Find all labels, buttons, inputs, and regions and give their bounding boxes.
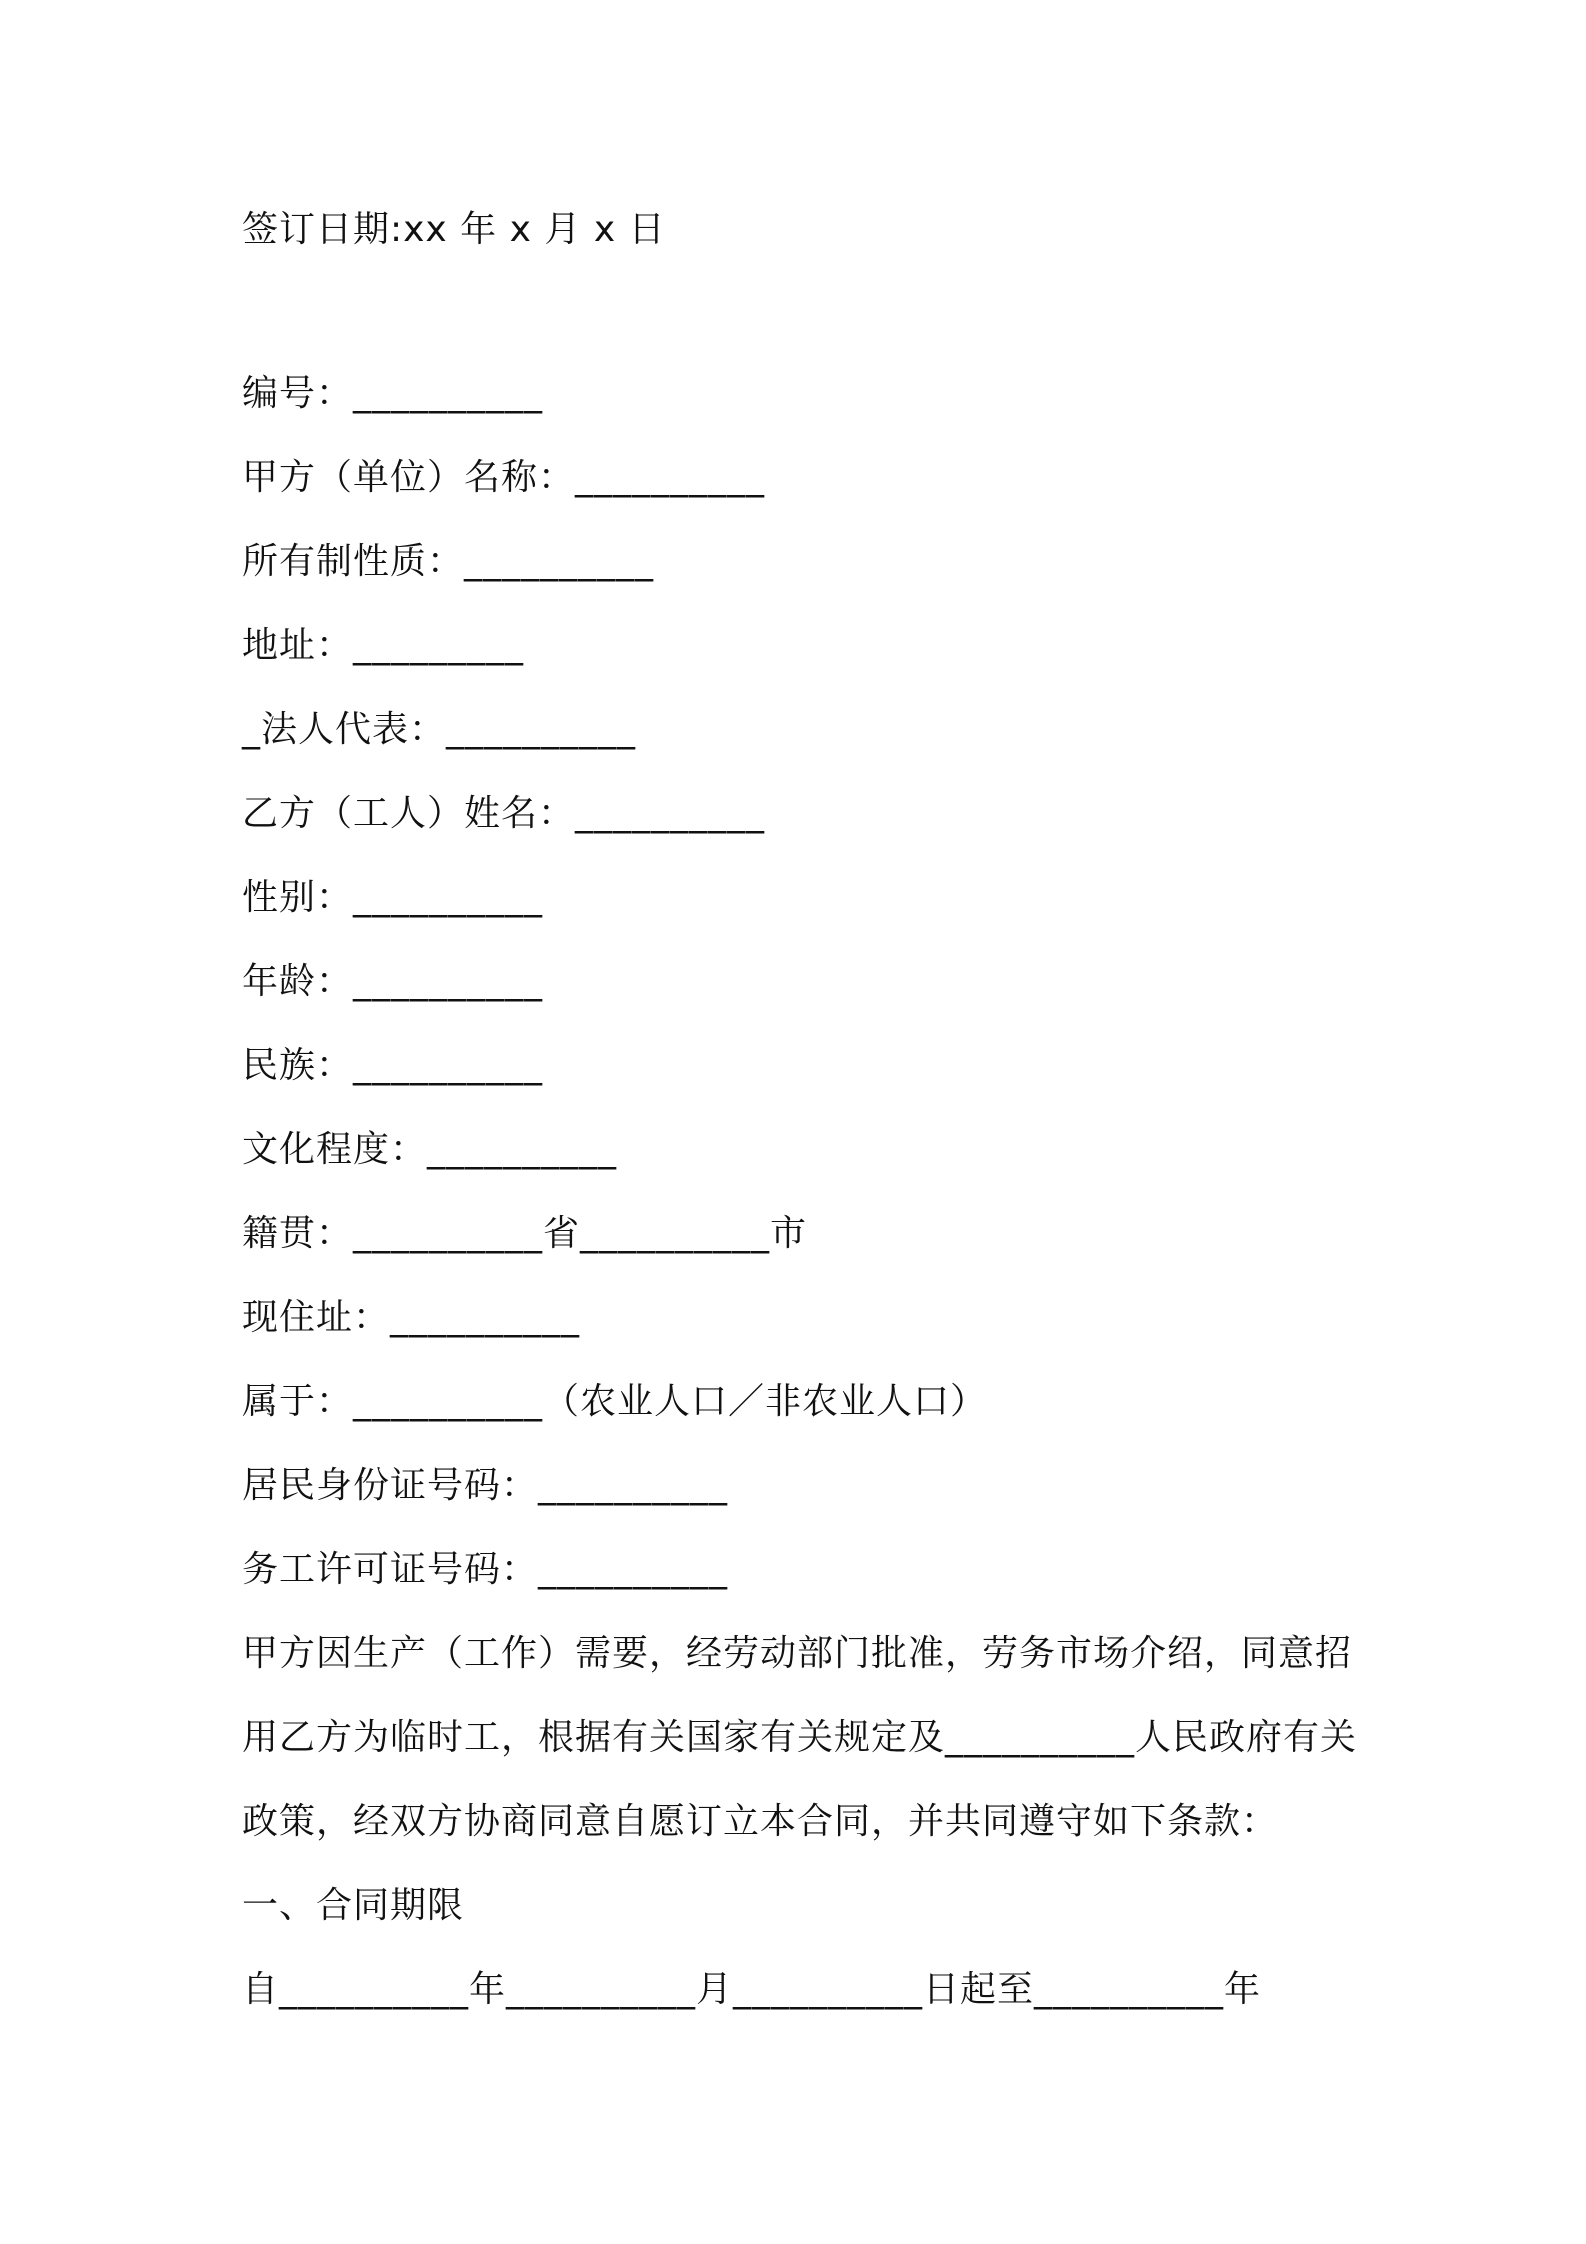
paragraph-line-1: 甲方因生产（工作）需要，经劳动部门批准，劳务市场介绍，同意招 — [242, 1633, 1353, 1674]
field-current-address: 现住址：__________ — [242, 1297, 581, 1338]
field-ownership-type: 所有制性质：__________ — [242, 541, 655, 582]
field-education: 文化程度：__________ — [242, 1129, 618, 1170]
paragraph-line-3: 政策，经双方协商同意自愿订立本合同，并共同遵守如下条款： — [242, 1801, 1279, 1842]
signing-date: 签订日期:xx 年 x 月 x 日 — [242, 209, 666, 250]
field-party-a-name: 甲方（单位）名称：__________ — [242, 457, 766, 498]
field-ethnicity: 民族：__________ — [242, 1045, 544, 1086]
field-household-type: 属于：__________（农业人口／非农业人口） — [242, 1381, 988, 1422]
paragraph-line-2: 用乙方为临时工，根据有关国家有关规定及__________人民政府有关 — [242, 1717, 1358, 1758]
field-address: 地址：_________ — [242, 625, 525, 666]
field-serial-number: 编号：__________ — [242, 373, 544, 414]
contract-term-line: 自__________年__________月__________日起至__________年 — [242, 1969, 1262, 2010]
field-native-place: 籍贯：__________省__________市 — [242, 1213, 808, 1254]
field-work-permit-number: 务工许可证号码：__________ — [242, 1549, 729, 1590]
field-party-b-name: 乙方（工人）姓名：__________ — [242, 793, 766, 834]
field-legal-representative: _法人代表：__________ — [242, 709, 637, 750]
field-age: 年龄：__________ — [242, 961, 544, 1002]
section-heading-contract-term: 一、合同期限 — [242, 1885, 465, 1926]
field-id-number: 居民身份证号码：__________ — [242, 1465, 729, 1506]
field-gender: 性别：__________ — [242, 877, 544, 918]
